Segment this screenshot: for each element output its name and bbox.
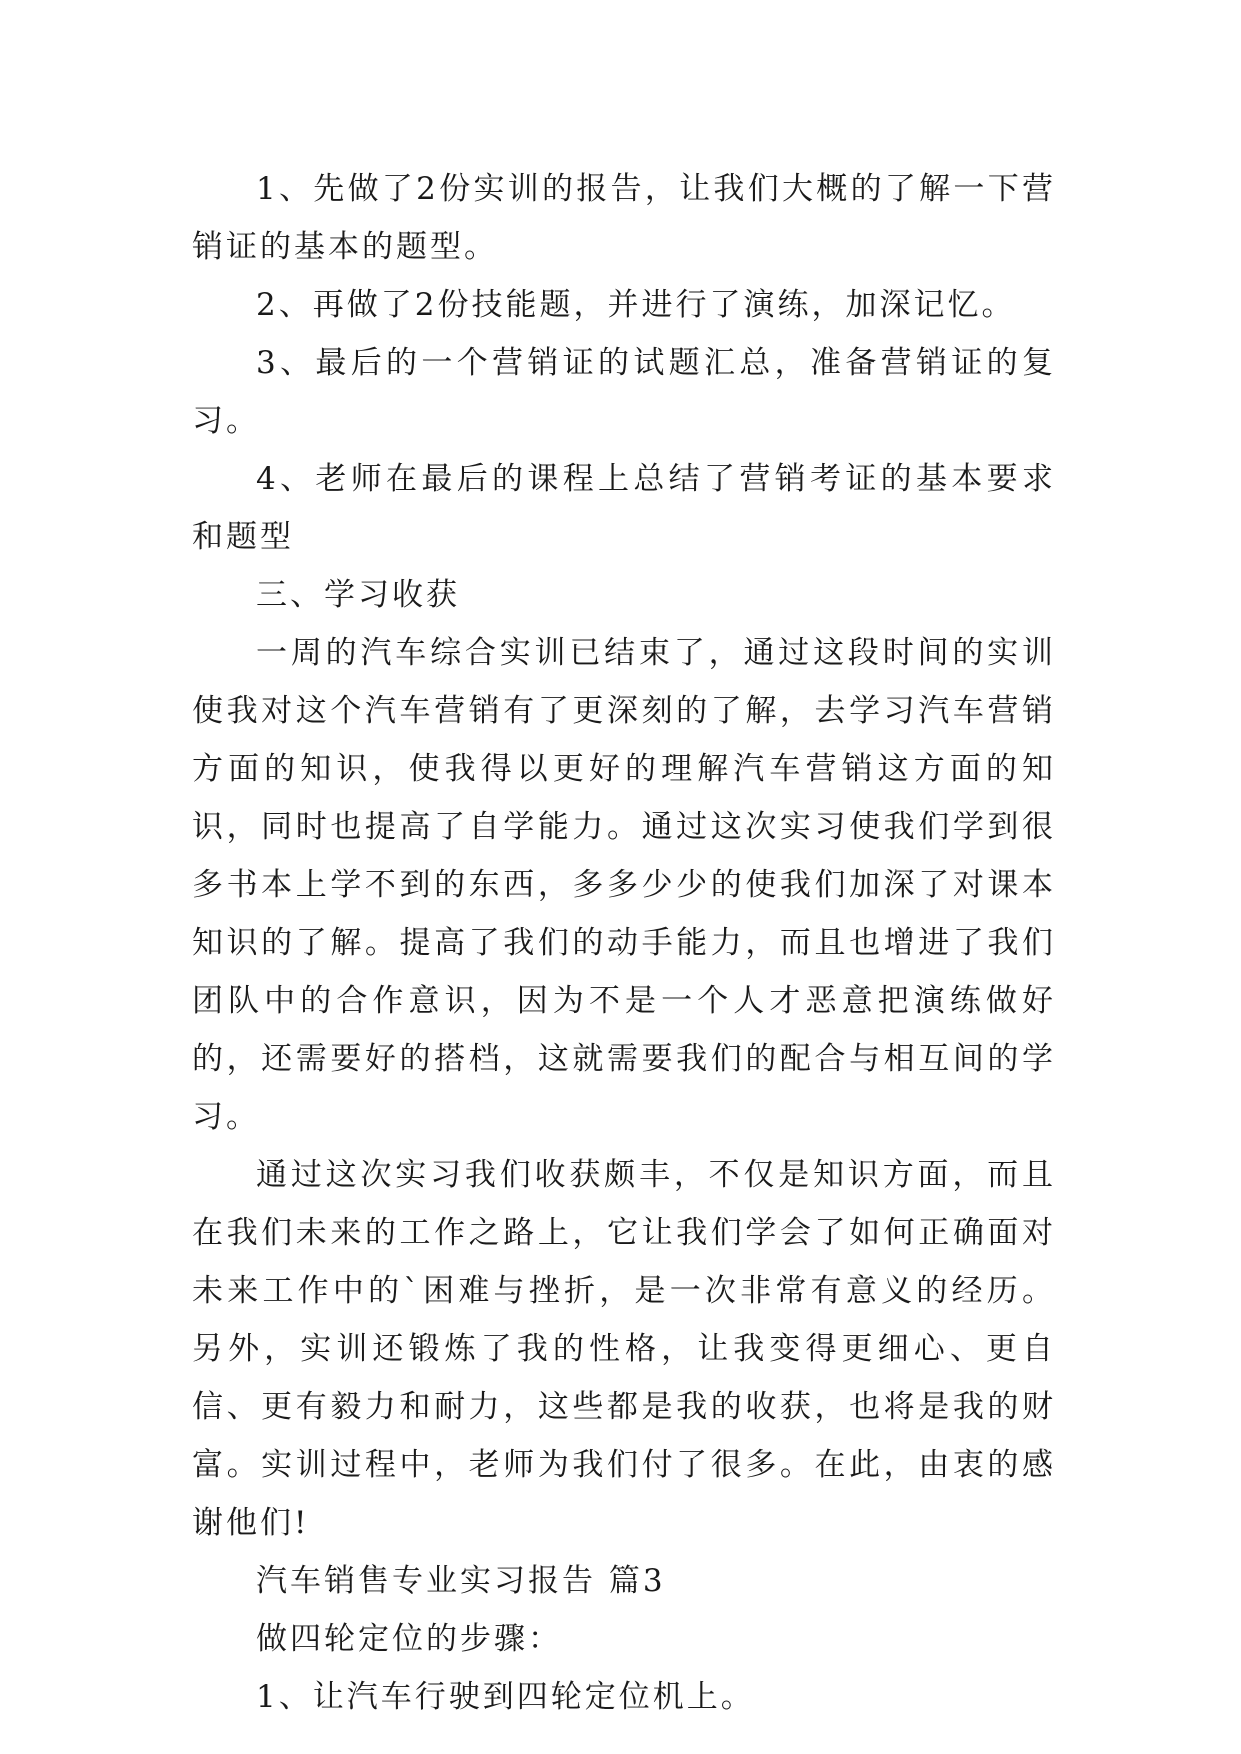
paragraph-step-2: 2、再做了2份技能题，并进行了演练，加深记忆。 [256, 287, 1016, 323]
document-body [192, 160, 1056, 1726]
paragraph-gains-1: 一周的汽车综合实训已结束了，通过这段时间的实训使我对这个汽车营销有了更深刻的了解，去学习汽车营销方面的知识，使我得以更好的理解汽车营销这方面的知识，同时也提高了自学能力。通过这次实习使我们学到很多书本上学不到的东西，多多少少的使我们加深了对课本知识的了解。提高了我们的动手能力，而且也增进了我们团队中的合作意识，因为不是一个人才恶意把演练做好的，还需要好的搭档，这就需要我们的配合与相互间的学习。 [192, 635, 1056, 1135]
paragraph-step-1: 1、先做了2份实训的报告，让我们大概的了解一下营销证的基本的题型。 [192, 171, 1056, 265]
paragraph-gains-2: 通过这次实习我们收获颇丰，不仅是知识方面，而且在我们未来的工作之路上，它让我们学会了如何正确面对未来工作中的`困难与挫折，是一次非常有意义的经历。另外，实训还锻炼了我的性格，让我变得更细心、更自信、更有毅力和耐力，这些都是我的收获，也将是我的财富。实训过程中，老师为我们付了很多。在此，由衷的感谢他们! [192, 1157, 1056, 1541]
paragraph-alignment-step-1: 1、让汽车行驶到四轮定位机上。 [256, 1679, 755, 1715]
article-title-part-3: 汽车销售专业实习报告 篇3 [256, 1563, 666, 1599]
section-heading-learning-gains: 三、学习收获 [256, 577, 460, 613]
paragraph-step-3: 3、最后的一个营销证的试题汇总，准备营销证的复习。 [192, 345, 1056, 439]
paragraph-alignment-steps-heading: 做四轮定位的步骤： [256, 1621, 562, 1657]
paragraph-step-4: 4、老师在最后的课程上总结了营销考证的基本要求和题型 [192, 461, 1056, 555]
